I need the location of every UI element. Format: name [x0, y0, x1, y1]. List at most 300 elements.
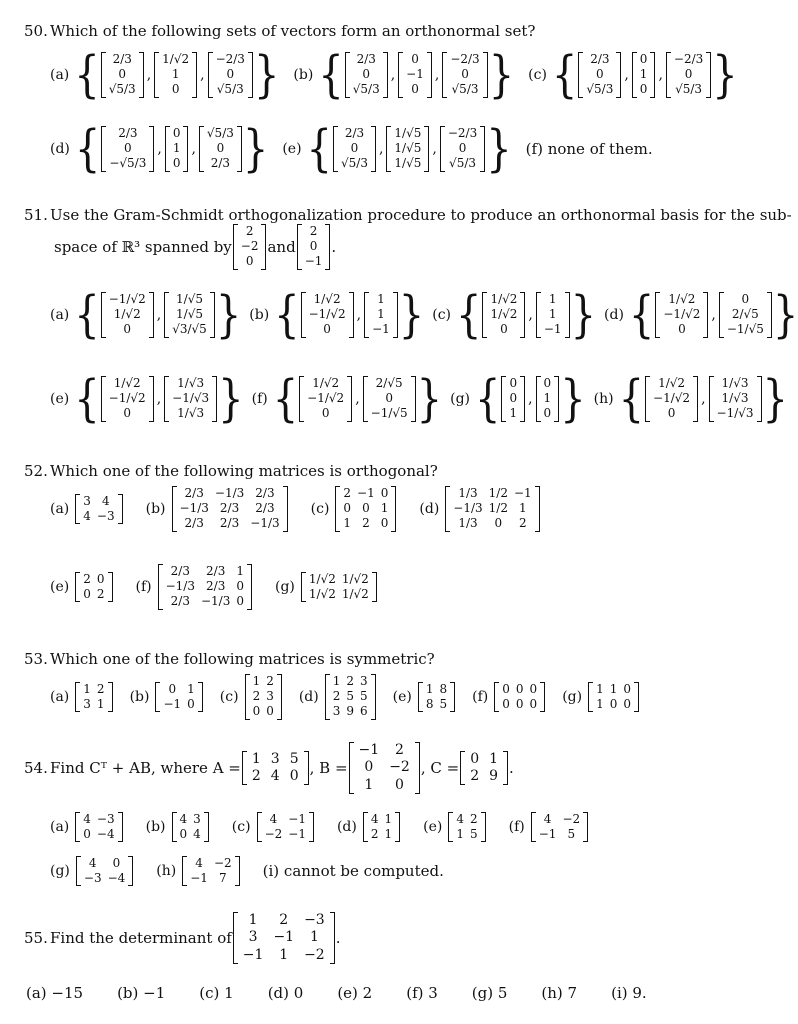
- option-label: (a): [50, 819, 70, 836]
- option-label: (f): [135, 578, 152, 595]
- matrix-entry: √5/3: [586, 82, 614, 97]
- option-matrix: [418, 682, 455, 712]
- matrix-entry: 0: [252, 704, 261, 719]
- left-brace: {: [74, 46, 100, 104]
- matrix-entry: 0: [83, 586, 91, 601]
- comma: ,: [355, 390, 360, 407]
- option-matrix: [75, 682, 112, 712]
- matrix-body: [106, 126, 149, 172]
- matrix-entry: 5: [289, 750, 299, 767]
- q51-option-d: [604, 286, 798, 344]
- q51-option-f: [251, 370, 443, 428]
- matrix-entry: 1: [384, 827, 393, 842]
- q55-number: 55.: [24, 929, 48, 948]
- option-matrix: [172, 812, 209, 842]
- matrix-entry: 0: [350, 141, 359, 156]
- matrix-right-bracket: [330, 912, 335, 964]
- matrix-entry: 0: [502, 681, 510, 696]
- column-vector: [440, 126, 485, 172]
- matrix-entry: 1: [248, 912, 258, 928]
- q50-options-row-1: [50, 46, 740, 104]
- q54-option-c: [232, 812, 315, 842]
- q53-prompt: 53. Which one of the following matrices is symmetric?: [24, 650, 435, 668]
- matrix-entry: 3: [332, 704, 341, 719]
- option-label: (b): [293, 66, 314, 83]
- left-brace: {: [628, 286, 655, 344]
- matrix-entry: 1/√2: [341, 586, 369, 601]
- matrix-entry: −2/3: [673, 52, 704, 66]
- q54-option-h: [156, 856, 240, 886]
- q55-text: Find the determinant of: [50, 929, 232, 948]
- option-label: (d): [604, 306, 624, 323]
- matrix-entry: √5/3: [216, 82, 244, 97]
- q52-option-d: [419, 486, 540, 532]
- column-vector: [578, 52, 621, 98]
- left-brace: {: [456, 286, 482, 344]
- matrix-entry: 2: [346, 674, 355, 688]
- matrix-entry: 1: [543, 391, 552, 406]
- matrix-right-bracket: [616, 52, 621, 98]
- vector-set: [306, 120, 512, 178]
- option-matrix: [588, 682, 639, 712]
- right-brace: }: [416, 370, 443, 428]
- matrix-entry: −1: [543, 322, 562, 337]
- matrix-entry: 2/√5: [731, 307, 759, 322]
- matrix-right-bracket: [767, 292, 772, 338]
- option-matrix: [245, 674, 282, 720]
- matrix-entry: 4: [270, 768, 280, 785]
- matrix-entry: −2/3: [450, 52, 480, 66]
- matrix-entry: −1: [538, 827, 557, 842]
- q51-option-b: [249, 286, 425, 344]
- matrix-right-bracket: [583, 812, 588, 842]
- comma: ,: [658, 66, 663, 83]
- q52-option-c: [311, 486, 398, 532]
- option-label: (d): [419, 500, 440, 517]
- matrix-entry: 0: [515, 681, 524, 696]
- matrix-entry: 1/√2: [490, 307, 518, 322]
- matrix-entry: −1/3: [200, 594, 231, 609]
- matrix-entry: 0: [309, 239, 318, 254]
- matrix-entry: 0: [515, 696, 524, 711]
- option-label: (e): [423, 819, 443, 836]
- matrix-body: [499, 682, 540, 712]
- matrix-entry: 4: [83, 812, 91, 826]
- matrix-entry: 2: [279, 912, 289, 928]
- matrix-entry: −1: [163, 696, 182, 711]
- matrix-right-bracket: [706, 52, 711, 98]
- comma: ,: [356, 306, 362, 323]
- matrix-body: [340, 486, 391, 532]
- column-vector: [501, 376, 525, 422]
- column-vector: [632, 52, 656, 98]
- matrix-entry: 1: [251, 750, 261, 767]
- column-vector: [164, 292, 215, 338]
- q50-options-row-2: [50, 120, 740, 178]
- left-brace: {: [318, 46, 344, 104]
- q55-answer-7: (h) 7: [541, 984, 578, 1002]
- matrix-entry: 1: [309, 929, 319, 946]
- matrix-right-bracket: [395, 812, 400, 842]
- matrix-entry: 0: [362, 67, 371, 82]
- matrix-entry: 1: [377, 307, 385, 322]
- matrix-right-bracket: [108, 682, 113, 712]
- matrix-body: [304, 376, 347, 422]
- q51-span-line: [54, 224, 654, 270]
- option-label: (b): [145, 819, 166, 836]
- q50-option-c: [528, 46, 738, 104]
- matrix-body: [445, 126, 480, 172]
- matrix-entry: 4: [195, 856, 203, 870]
- q54-prompt-line: [24, 742, 724, 794]
- matrix-entry: −3: [304, 912, 325, 928]
- comma: ,: [624, 66, 629, 83]
- matrix-body: [306, 572, 372, 602]
- matrix-entry: −2: [240, 239, 259, 254]
- matrix-entry: 1/√2: [113, 376, 141, 390]
- right-brace: }: [398, 286, 425, 344]
- matrix-entry: 0: [266, 704, 274, 719]
- matrix-body: [330, 674, 371, 720]
- matrix-entry: 4: [88, 856, 97, 870]
- matrix-body: [465, 751, 503, 786]
- matrix-right-bracket: [347, 376, 352, 422]
- matrix-entry: 1: [456, 827, 464, 842]
- matrix-entry: 0: [236, 579, 244, 594]
- determinant-matrix: [233, 912, 335, 964]
- option-label: (f): [251, 390, 268, 407]
- matrix-body: [403, 52, 427, 98]
- matrix-entry: 0: [458, 141, 467, 156]
- q54-option-f: [509, 812, 590, 842]
- matrix-right-bracket: [212, 376, 217, 422]
- matrix-entry: −1/3: [179, 501, 209, 516]
- option-label: (g): [450, 390, 470, 407]
- matrix-entry: 2/3: [170, 594, 190, 609]
- matrix-entry: −2/3: [215, 52, 245, 66]
- matrix-entry: 0: [609, 696, 618, 711]
- vector-set: [274, 286, 425, 344]
- vector-set: [318, 46, 515, 104]
- matrix-entry: 2: [96, 681, 105, 696]
- column-vector: [709, 376, 762, 422]
- q52-option-e: [50, 572, 114, 602]
- matrix-entry: 0: [623, 681, 631, 696]
- matrix-entry: −√5/3: [109, 156, 147, 171]
- vector-set: [618, 370, 788, 428]
- comma: ,: [528, 390, 533, 407]
- matrix-entry: 1/√2: [308, 571, 336, 586]
- matrix-entry: 3: [266, 689, 274, 704]
- q50-option-e: [282, 120, 512, 178]
- matrix-body: [338, 126, 371, 172]
- matrix-right-bracket: [393, 292, 398, 338]
- vector-set: [456, 286, 597, 344]
- option-label: (f): [472, 688, 489, 705]
- matrix-entry: 0: [216, 141, 225, 156]
- matrix-entry: 2/3: [219, 501, 240, 516]
- matrix-entry: 1/√5: [176, 307, 203, 322]
- matrix-entry: 0: [124, 141, 132, 156]
- matrix-right-bracket: [371, 126, 376, 172]
- vector-set: [475, 370, 586, 428]
- q54-option-a: [50, 812, 124, 842]
- matrix-entry: 1: [489, 750, 499, 767]
- matrix-entry: −1: [242, 946, 264, 963]
- column-vector: [299, 376, 352, 422]
- q53-option-a: [50, 682, 114, 712]
- matrix-right-bracket: [139, 52, 144, 98]
- matrix-entry: −1/3: [250, 516, 280, 531]
- matrix-body: [593, 682, 634, 712]
- matrix-entry: −1: [358, 742, 380, 758]
- matrix-entry: 2: [343, 486, 352, 500]
- matrix-entry: −4: [96, 827, 115, 842]
- matrix-entry: 0: [639, 52, 648, 66]
- matrix-body: [187, 856, 234, 886]
- matrix-entry: 0: [395, 776, 404, 793]
- matrix-entry: 2/3: [356, 52, 376, 66]
- q55-answer-0: (a) −15: [26, 984, 84, 1002]
- matrix-entry: −1/√5: [370, 406, 408, 421]
- matrix-entry: 2: [362, 516, 370, 531]
- matrix-entry: √3/√5: [172, 322, 207, 337]
- matrix-entry: −1/√2: [307, 391, 345, 406]
- column-vector: [345, 52, 388, 98]
- matrix-right-bracket: [371, 674, 376, 720]
- matrix-entry: 0: [639, 82, 648, 97]
- vector-set: [272, 370, 443, 428]
- matrix-entry: 9: [346, 704, 355, 719]
- matrix-entry: √5/3: [451, 82, 479, 97]
- matrix-right-bracket: [757, 376, 762, 422]
- matrix-entry: 0: [321, 406, 330, 421]
- matrix-entry: 2/3: [206, 579, 226, 594]
- option-matrix: [448, 812, 485, 842]
- option-matrix: [75, 572, 112, 602]
- matrix-entry: 2/3: [590, 52, 610, 66]
- matrix-entry: 3: [360, 674, 368, 688]
- q54-text: Find Cᵀ + AB, where A =: [50, 759, 241, 778]
- matrix-C: [460, 751, 508, 786]
- matrix-body: [306, 292, 349, 338]
- matrix-entry: 2: [245, 224, 254, 238]
- matrix-entry: −2: [389, 759, 410, 776]
- matrix-entry: −1: [288, 812, 306, 826]
- matrix-right-bracket: [565, 292, 570, 338]
- comma: ,: [156, 306, 162, 323]
- matrix-body: [350, 52, 383, 98]
- matrix-entry: 0: [543, 376, 552, 390]
- matrix-entry: 1/√3: [721, 391, 749, 406]
- matrix-body: [159, 52, 192, 98]
- comma: ,: [378, 140, 384, 157]
- matrix-entry: 0: [509, 391, 518, 406]
- matrix-entry: −1: [190, 871, 208, 886]
- matrix-entry: 1: [596, 681, 604, 696]
- right-brace: }: [486, 120, 512, 178]
- matrix-entry: 1/√5: [394, 156, 422, 171]
- matrix-body: [487, 292, 520, 338]
- matrix-entry: −1/√2: [653, 391, 691, 406]
- matrix-entry: 5: [439, 696, 448, 711]
- q54-options-row-2: [50, 856, 740, 886]
- matrix-body: [583, 52, 616, 98]
- matrix-entry: 4: [193, 827, 201, 842]
- matrix-entry: 5: [360, 689, 368, 704]
- matrix-body: [80, 812, 117, 842]
- matrix-entry: 1/√2: [312, 376, 340, 390]
- matrix-body: [81, 856, 128, 886]
- spanning-vector-2: [297, 224, 331, 270]
- matrix-entry: 0: [380, 516, 389, 531]
- option-label: (g): [562, 688, 583, 705]
- matrix-entry: 1: [96, 696, 105, 711]
- matrix-entry: 0: [83, 827, 91, 842]
- matrix-right-bracket: [391, 486, 396, 532]
- matrix-entry: 0: [741, 292, 750, 306]
- matrix-entry: 2/3: [255, 486, 275, 500]
- right-brace: }: [772, 286, 798, 344]
- left-brace: {: [551, 46, 578, 104]
- matrix-entry: 0: [118, 67, 127, 82]
- spanning-vector-1: [233, 224, 267, 270]
- matrix-entry: 9: [489, 768, 499, 785]
- matrix-right-bracket: [237, 126, 242, 172]
- matrix-entry: 1/√3: [177, 406, 205, 421]
- matrix-right-bracket: [204, 812, 209, 842]
- matrix-entry: −1: [288, 827, 306, 842]
- vector-set: [551, 46, 738, 104]
- q51-option-g: [450, 370, 586, 428]
- matrix-entry: 2/3: [255, 501, 275, 516]
- column-vector: [719, 292, 772, 338]
- matrix-entry: −1: [304, 254, 323, 269]
- matrix-right-bracket: [480, 126, 485, 172]
- q51-option-e: [50, 370, 244, 428]
- matrix-body: [80, 682, 107, 712]
- column-vector: [199, 126, 242, 172]
- matrix-entry: 1: [343, 516, 352, 531]
- option-label: (d): [336, 819, 357, 836]
- matrix-body: [423, 682, 450, 712]
- period: .: [335, 929, 341, 948]
- matrix-entry: −1/3: [165, 579, 195, 594]
- matrix-entry: 0: [529, 696, 538, 711]
- q50-option-d: [50, 120, 269, 178]
- matrix-body: [106, 292, 149, 338]
- option-label: (f): [508, 819, 525, 836]
- q51-option-h: [593, 370, 788, 428]
- matrix-entry: 1/√2: [668, 292, 696, 306]
- matrix-entry: −2: [264, 827, 283, 842]
- matrix-entry: 3: [193, 812, 201, 826]
- matrix-right-bracket: [118, 812, 123, 842]
- matrix-body: [247, 751, 304, 786]
- matrix-body: [106, 376, 149, 422]
- q52-prompt: 52. Which one of the following matrices is orthogonal?: [24, 462, 438, 480]
- matrix-entry: 1: [364, 776, 374, 793]
- matrix-entry: 1/√5: [394, 141, 422, 156]
- q55-answer-8: (i) 9.: [611, 984, 647, 1002]
- matrix-right-bracket: [411, 376, 416, 422]
- column-vector: [398, 52, 432, 98]
- matrix-right-bracket: [415, 742, 420, 794]
- matrix-entry: 7: [218, 871, 227, 886]
- matrix-right-bracket: [520, 292, 525, 338]
- comma: ,: [711, 306, 716, 323]
- left-brace: {: [274, 286, 300, 344]
- matrix-right-bracket: [427, 52, 432, 98]
- matrix-body: [354, 742, 415, 794]
- comma: ,: [528, 306, 533, 323]
- matrix-entry: 2/3: [344, 126, 365, 140]
- matrix-entry: 1/2: [488, 486, 508, 500]
- matrix-entry: 5: [470, 827, 478, 842]
- matrix-entry: 8: [425, 696, 434, 711]
- matrix-entry: 4: [83, 508, 91, 523]
- q53-option-g: [562, 682, 640, 712]
- matrix-body: [106, 52, 139, 98]
- matrix-right-bracket: [192, 52, 197, 98]
- matrix-right-bracket: [128, 856, 133, 886]
- matrix-entry: 1/√5: [394, 126, 422, 140]
- matrix-entry: 3: [270, 750, 280, 767]
- option-label: (a): [50, 306, 70, 323]
- option-label: (e): [282, 140, 302, 157]
- matrix-entry: 1: [252, 674, 261, 688]
- column-vector: [101, 376, 154, 422]
- matrix-right-bracket: [235, 856, 240, 886]
- matrix-entry: 1/√2: [658, 376, 686, 390]
- column-vector: [482, 292, 525, 338]
- vector-set: [628, 286, 798, 344]
- matrix-entry: 0: [678, 322, 686, 337]
- matrix-body: [660, 292, 703, 338]
- q52-options-row-2: [50, 564, 740, 610]
- matrix-right-bracket: [540, 682, 545, 712]
- matrix-entry: −1: [273, 929, 295, 946]
- q50-prompt: 50. Which of the following sets of vectors form an orthonormal set?: [24, 22, 536, 40]
- matrix-body: [163, 564, 247, 610]
- matrix-entry: 0: [543, 406, 552, 421]
- matrix-entry: 0: [500, 322, 508, 337]
- column-vector: [536, 292, 570, 338]
- option-matrix: [257, 812, 314, 842]
- matrix-body: [80, 494, 117, 524]
- matrix-entry: 2: [470, 768, 480, 785]
- q53-option-f: [472, 682, 546, 712]
- vector-set: [74, 286, 242, 344]
- matrix-entry: −3: [96, 812, 115, 826]
- matrix-body: [238, 224, 262, 270]
- matrix-entry: 2/3: [184, 516, 204, 531]
- q50-option-f: (f) none of them.: [525, 139, 653, 158]
- comma: ,: [156, 390, 162, 407]
- column-vector: [364, 292, 398, 338]
- matrix-body: [302, 224, 326, 270]
- matrix-right-bracket: [210, 292, 215, 338]
- q53-option-c: [220, 674, 283, 720]
- matrix-entry: 3: [83, 696, 91, 711]
- right-brace: }: [712, 46, 738, 104]
- q54-option-g: [50, 856, 134, 886]
- matrix-right-bracket: [450, 682, 455, 712]
- matrix-entry: √5/3: [206, 126, 234, 140]
- option-matrix: [75, 494, 122, 524]
- matrix-entry: 2/√5: [375, 376, 403, 390]
- matrix-entry: 0: [411, 82, 419, 97]
